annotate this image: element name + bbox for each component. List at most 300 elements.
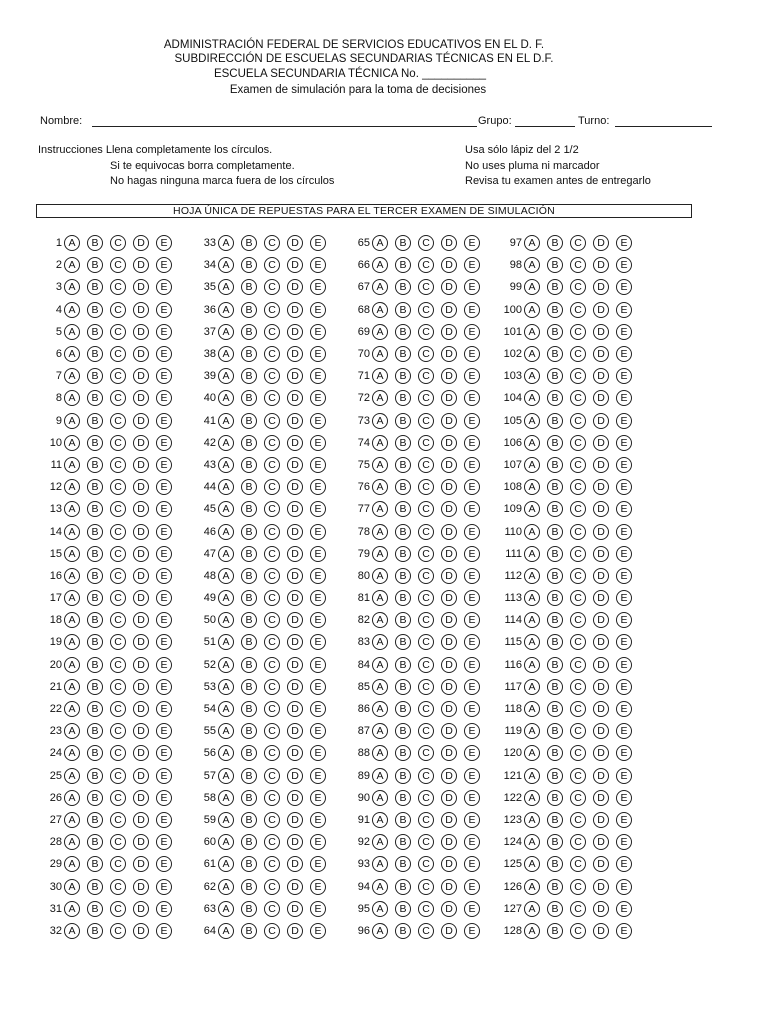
answer-bubble-e[interactable]: E xyxy=(156,302,172,318)
answer-bubble-b[interactable]: B xyxy=(241,235,257,251)
answer-bubble-a[interactable]: A xyxy=(64,612,80,628)
answer-bubble-d[interactable]: D xyxy=(593,634,609,650)
answer-bubble-b[interactable]: B xyxy=(547,368,563,384)
answer-bubble-b[interactable]: B xyxy=(241,546,257,562)
answer-bubble-a[interactable]: A xyxy=(64,634,80,650)
answer-bubble-d[interactable]: D xyxy=(593,302,609,318)
answer-bubble-d[interactable]: D xyxy=(287,879,303,895)
answer-bubble-e[interactable]: E xyxy=(616,834,632,850)
answer-bubble-e[interactable]: E xyxy=(310,879,326,895)
answer-bubble-a[interactable]: A xyxy=(372,834,388,850)
answer-bubble-d[interactable]: D xyxy=(441,435,457,451)
answer-bubble-b[interactable]: B xyxy=(241,634,257,650)
answer-bubble-a[interactable]: A xyxy=(218,257,234,273)
answer-bubble-b[interactable]: B xyxy=(395,302,411,318)
answer-bubble-c[interactable]: C xyxy=(110,701,126,717)
answer-bubble-e[interactable]: E xyxy=(310,435,326,451)
answer-bubble-b[interactable]: B xyxy=(241,302,257,318)
answer-bubble-c[interactable]: C xyxy=(570,346,586,362)
answer-bubble-c[interactable]: C xyxy=(110,657,126,673)
answer-bubble-d[interactable]: D xyxy=(287,524,303,540)
answer-bubble-e[interactable]: E xyxy=(616,856,632,872)
answer-bubble-c[interactable]: C xyxy=(110,745,126,761)
answer-bubble-c[interactable]: C xyxy=(418,257,434,273)
answer-bubble-a[interactable]: A xyxy=(64,901,80,917)
answer-bubble-a[interactable]: A xyxy=(218,790,234,806)
answer-bubble-a[interactable]: A xyxy=(218,479,234,495)
answer-bubble-e[interactable]: E xyxy=(616,279,632,295)
answer-bubble-b[interactable]: B xyxy=(241,368,257,384)
answer-bubble-a[interactable]: A xyxy=(64,413,80,429)
answer-bubble-d[interactable]: D xyxy=(287,568,303,584)
answer-bubble-e[interactable]: E xyxy=(464,568,480,584)
answer-bubble-e[interactable]: E xyxy=(464,324,480,340)
answer-bubble-d[interactable]: D xyxy=(133,546,149,562)
answer-bubble-c[interactable]: C xyxy=(570,390,586,406)
answer-bubble-c[interactable]: C xyxy=(264,368,280,384)
answer-bubble-c[interactable]: C xyxy=(110,790,126,806)
answer-bubble-c[interactable]: C xyxy=(418,413,434,429)
answer-bubble-e[interactable]: E xyxy=(464,923,480,939)
answer-bubble-c[interactable]: C xyxy=(418,768,434,784)
answer-bubble-d[interactable]: D xyxy=(593,901,609,917)
answer-bubble-b[interactable]: B xyxy=(241,257,257,273)
answer-bubble-c[interactable]: C xyxy=(264,856,280,872)
answer-bubble-c[interactable]: C xyxy=(110,302,126,318)
answer-bubble-d[interactable]: D xyxy=(441,790,457,806)
answer-bubble-a[interactable]: A xyxy=(524,723,540,739)
answer-bubble-e[interactable]: E xyxy=(464,768,480,784)
answer-bubble-c[interactable]: C xyxy=(110,812,126,828)
answer-bubble-c[interactable]: C xyxy=(418,302,434,318)
answer-bubble-b[interactable]: B xyxy=(87,435,103,451)
answer-bubble-b[interactable]: B xyxy=(547,568,563,584)
answer-bubble-d[interactable]: D xyxy=(441,768,457,784)
answer-bubble-d[interactable]: D xyxy=(593,745,609,761)
answer-bubble-c[interactable]: C xyxy=(264,546,280,562)
answer-bubble-a[interactable]: A xyxy=(524,479,540,495)
answer-bubble-b[interactable]: B xyxy=(395,368,411,384)
answer-bubble-e[interactable]: E xyxy=(310,501,326,517)
answer-bubble-e[interactable]: E xyxy=(156,435,172,451)
answer-bubble-a[interactable]: A xyxy=(218,901,234,917)
answer-bubble-e[interactable]: E xyxy=(156,679,172,695)
answer-bubble-e[interactable]: E xyxy=(464,723,480,739)
answer-bubble-e[interactable]: E xyxy=(156,856,172,872)
answer-bubble-d[interactable]: D xyxy=(441,856,457,872)
answer-bubble-d[interactable]: D xyxy=(593,834,609,850)
answer-bubble-a[interactable]: A xyxy=(218,768,234,784)
answer-bubble-e[interactable]: E xyxy=(310,279,326,295)
answer-bubble-e[interactable]: E xyxy=(464,479,480,495)
answer-bubble-b[interactable]: B xyxy=(547,346,563,362)
answer-bubble-e[interactable]: E xyxy=(156,324,172,340)
answer-bubble-e[interactable]: E xyxy=(464,524,480,540)
answer-bubble-b[interactable]: B xyxy=(395,723,411,739)
answer-bubble-c[interactable]: C xyxy=(264,768,280,784)
answer-bubble-d[interactable]: D xyxy=(441,701,457,717)
answer-bubble-a[interactable]: A xyxy=(372,612,388,628)
answer-bubble-d[interactable]: D xyxy=(593,657,609,673)
answer-bubble-d[interactable]: D xyxy=(133,901,149,917)
answer-bubble-a[interactable]: A xyxy=(524,879,540,895)
answer-bubble-d[interactable]: D xyxy=(441,723,457,739)
answer-bubble-a[interactable]: A xyxy=(372,812,388,828)
answer-bubble-d[interactable]: D xyxy=(441,413,457,429)
answer-bubble-e[interactable]: E xyxy=(156,235,172,251)
answer-bubble-e[interactable]: E xyxy=(464,879,480,895)
answer-bubble-c[interactable]: C xyxy=(110,235,126,251)
answer-bubble-e[interactable]: E xyxy=(156,612,172,628)
answer-bubble-c[interactable]: C xyxy=(570,524,586,540)
answer-bubble-a[interactable]: A xyxy=(372,723,388,739)
answer-bubble-d[interactable]: D xyxy=(441,390,457,406)
answer-bubble-a[interactable]: A xyxy=(372,701,388,717)
answer-bubble-e[interactable]: E xyxy=(616,790,632,806)
answer-bubble-d[interactable]: D xyxy=(593,257,609,273)
answer-bubble-c[interactable]: C xyxy=(418,679,434,695)
answer-bubble-d[interactable]: D xyxy=(133,612,149,628)
answer-bubble-a[interactable]: A xyxy=(372,568,388,584)
answer-bubble-a[interactable]: A xyxy=(524,923,540,939)
answer-bubble-e[interactable]: E xyxy=(156,346,172,362)
answer-bubble-d[interactable]: D xyxy=(133,435,149,451)
answer-bubble-b[interactable]: B xyxy=(241,679,257,695)
answer-bubble-b[interactable]: B xyxy=(547,856,563,872)
answer-bubble-a[interactable]: A xyxy=(372,923,388,939)
answer-bubble-d[interactable]: D xyxy=(441,657,457,673)
answer-bubble-e[interactable]: E xyxy=(156,901,172,917)
answer-bubble-e[interactable]: E xyxy=(464,257,480,273)
answer-bubble-e[interactable]: E xyxy=(464,390,480,406)
answer-bubble-a[interactable]: A xyxy=(64,279,80,295)
answer-bubble-d[interactable]: D xyxy=(133,368,149,384)
answer-bubble-b[interactable]: B xyxy=(241,901,257,917)
answer-bubble-d[interactable]: D xyxy=(593,590,609,606)
answer-bubble-d[interactable]: D xyxy=(593,435,609,451)
answer-bubble-a[interactable]: A xyxy=(524,856,540,872)
answer-bubble-e[interactable]: E xyxy=(156,390,172,406)
answer-bubble-e[interactable]: E xyxy=(310,901,326,917)
answer-bubble-a[interactable]: A xyxy=(524,812,540,828)
answer-bubble-c[interactable]: C xyxy=(264,790,280,806)
answer-bubble-c[interactable]: C xyxy=(110,457,126,473)
answer-bubble-e[interactable]: E xyxy=(616,590,632,606)
answer-bubble-c[interactable]: C xyxy=(570,923,586,939)
answer-bubble-b[interactable]: B xyxy=(241,524,257,540)
answer-bubble-b[interactable]: B xyxy=(395,768,411,784)
answer-bubble-d[interactable]: D xyxy=(287,279,303,295)
answer-bubble-c[interactable]: C xyxy=(570,235,586,251)
answer-bubble-d[interactable]: D xyxy=(287,390,303,406)
answer-bubble-c[interactable]: C xyxy=(110,501,126,517)
answer-bubble-b[interactable]: B xyxy=(87,524,103,540)
answer-bubble-c[interactable]: C xyxy=(418,435,434,451)
answer-bubble-e[interactable]: E xyxy=(156,745,172,761)
answer-bubble-e[interactable]: E xyxy=(616,812,632,828)
answer-bubble-a[interactable]: A xyxy=(64,590,80,606)
answer-bubble-a[interactable]: A xyxy=(372,745,388,761)
answer-bubble-b[interactable]: B xyxy=(87,745,103,761)
answer-bubble-a[interactable]: A xyxy=(524,701,540,717)
answer-bubble-c[interactable]: C xyxy=(264,524,280,540)
answer-bubble-a[interactable]: A xyxy=(524,745,540,761)
answer-bubble-c[interactable]: C xyxy=(110,834,126,850)
answer-bubble-d[interactable]: D xyxy=(593,501,609,517)
answer-bubble-c[interactable]: C xyxy=(110,279,126,295)
answer-bubble-c[interactable]: C xyxy=(264,479,280,495)
answer-bubble-d[interactable]: D xyxy=(593,479,609,495)
answer-bubble-c[interactable]: C xyxy=(264,901,280,917)
answer-bubble-c[interactable]: C xyxy=(418,879,434,895)
answer-bubble-b[interactable]: B xyxy=(241,479,257,495)
answer-bubble-e[interactable]: E xyxy=(616,612,632,628)
answer-bubble-e[interactable]: E xyxy=(616,679,632,695)
answer-bubble-b[interactable]: B xyxy=(241,612,257,628)
answer-bubble-c[interactable]: C xyxy=(264,679,280,695)
answer-bubble-e[interactable]: E xyxy=(464,701,480,717)
answer-bubble-e[interactable]: E xyxy=(464,457,480,473)
answer-bubble-b[interactable]: B xyxy=(241,812,257,828)
answer-bubble-a[interactable]: A xyxy=(372,435,388,451)
answer-bubble-b[interactable]: B xyxy=(395,879,411,895)
answer-bubble-c[interactable]: C xyxy=(570,302,586,318)
answer-bubble-a[interactable]: A xyxy=(64,856,80,872)
answer-bubble-b[interactable]: B xyxy=(395,612,411,628)
answer-bubble-a[interactable]: A xyxy=(64,723,80,739)
answer-bubble-d[interactable]: D xyxy=(593,324,609,340)
answer-bubble-d[interactable]: D xyxy=(593,701,609,717)
answer-bubble-c[interactable]: C xyxy=(264,657,280,673)
answer-bubble-e[interactable]: E xyxy=(616,879,632,895)
answer-bubble-a[interactable]: A xyxy=(524,324,540,340)
answer-bubble-c[interactable]: C xyxy=(418,790,434,806)
answer-bubble-e[interactable]: E xyxy=(156,923,172,939)
answer-bubble-c[interactable]: C xyxy=(570,568,586,584)
answer-bubble-d[interactable]: D xyxy=(441,501,457,517)
answer-bubble-e[interactable]: E xyxy=(310,368,326,384)
answer-bubble-b[interactable]: B xyxy=(547,501,563,517)
answer-bubble-c[interactable]: C xyxy=(110,856,126,872)
answer-bubble-c[interactable]: C xyxy=(570,879,586,895)
answer-bubble-c[interactable]: C xyxy=(418,612,434,628)
answer-bubble-d[interactable]: D xyxy=(593,923,609,939)
answer-bubble-a[interactable]: A xyxy=(218,856,234,872)
answer-bubble-d[interactable]: D xyxy=(593,612,609,628)
answer-bubble-a[interactable]: A xyxy=(64,768,80,784)
answer-bubble-d[interactable]: D xyxy=(287,701,303,717)
answer-bubble-c[interactable]: C xyxy=(418,279,434,295)
answer-bubble-b[interactable]: B xyxy=(547,923,563,939)
answer-bubble-c[interactable]: C xyxy=(418,501,434,517)
answer-bubble-a[interactable]: A xyxy=(524,790,540,806)
answer-bubble-a[interactable]: A xyxy=(64,457,80,473)
answer-bubble-d[interactable]: D xyxy=(441,834,457,850)
answer-bubble-d[interactable]: D xyxy=(287,923,303,939)
answer-bubble-d[interactable]: D xyxy=(287,657,303,673)
answer-bubble-b[interactable]: B xyxy=(395,901,411,917)
answer-bubble-d[interactable]: D xyxy=(287,368,303,384)
answer-bubble-e[interactable]: E xyxy=(616,368,632,384)
answer-bubble-c[interactable]: C xyxy=(264,346,280,362)
answer-bubble-e[interactable]: E xyxy=(464,546,480,562)
answer-bubble-d[interactable]: D xyxy=(593,568,609,584)
answer-bubble-b[interactable]: B xyxy=(241,413,257,429)
answer-bubble-b[interactable]: B xyxy=(395,812,411,828)
answer-bubble-a[interactable]: A xyxy=(218,235,234,251)
answer-bubble-b[interactable]: B xyxy=(241,324,257,340)
answer-bubble-b[interactable]: B xyxy=(87,324,103,340)
answer-bubble-b[interactable]: B xyxy=(87,457,103,473)
answer-bubble-d[interactable]: D xyxy=(133,413,149,429)
answer-bubble-c[interactable]: C xyxy=(418,324,434,340)
answer-bubble-d[interactable]: D xyxy=(133,346,149,362)
answer-bubble-e[interactable]: E xyxy=(616,701,632,717)
answer-bubble-b[interactable]: B xyxy=(547,546,563,562)
answer-bubble-e[interactable]: E xyxy=(464,834,480,850)
answer-bubble-a[interactable]: A xyxy=(64,879,80,895)
answer-bubble-e[interactable]: E xyxy=(156,368,172,384)
answer-bubble-b[interactable]: B xyxy=(395,546,411,562)
answer-bubble-c[interactable]: C xyxy=(418,546,434,562)
answer-bubble-c[interactable]: C xyxy=(570,479,586,495)
answer-bubble-d[interactable]: D xyxy=(593,790,609,806)
answer-bubble-d[interactable]: D xyxy=(441,879,457,895)
answer-bubble-b[interactable]: B xyxy=(241,768,257,784)
answer-bubble-b[interactable]: B xyxy=(87,257,103,273)
answer-bubble-b[interactable]: B xyxy=(547,413,563,429)
answer-bubble-a[interactable]: A xyxy=(64,501,80,517)
answer-bubble-e[interactable]: E xyxy=(616,302,632,318)
answer-bubble-d[interactable]: D xyxy=(287,812,303,828)
answer-bubble-d[interactable]: D xyxy=(133,479,149,495)
answer-bubble-d[interactable]: D xyxy=(593,679,609,695)
answer-bubble-c[interactable]: C xyxy=(418,568,434,584)
answer-bubble-a[interactable]: A xyxy=(524,768,540,784)
answer-bubble-a[interactable]: A xyxy=(524,546,540,562)
answer-bubble-a[interactable]: A xyxy=(218,590,234,606)
answer-bubble-e[interactable]: E xyxy=(310,701,326,717)
answer-bubble-e[interactable]: E xyxy=(464,812,480,828)
answer-bubble-d[interactable]: D xyxy=(441,590,457,606)
answer-bubble-b[interactable]: B xyxy=(547,435,563,451)
answer-bubble-a[interactable]: A xyxy=(372,346,388,362)
answer-bubble-b[interactable]: B xyxy=(87,479,103,495)
answer-bubble-b[interactable]: B xyxy=(87,302,103,318)
answer-bubble-c[interactable]: C xyxy=(418,923,434,939)
answer-bubble-d[interactable]: D xyxy=(133,568,149,584)
answer-bubble-e[interactable]: E xyxy=(616,413,632,429)
answer-bubble-d[interactable]: D xyxy=(593,413,609,429)
answer-bubble-b[interactable]: B xyxy=(87,368,103,384)
answer-bubble-d[interactable]: D xyxy=(287,413,303,429)
answer-bubble-a[interactable]: A xyxy=(372,879,388,895)
answer-bubble-b[interactable]: B xyxy=(87,879,103,895)
answer-bubble-e[interactable]: E xyxy=(156,279,172,295)
answer-bubble-c[interactable]: C xyxy=(418,235,434,251)
answer-bubble-a[interactable]: A xyxy=(64,524,80,540)
answer-bubble-d[interactable]: D xyxy=(593,235,609,251)
answer-bubble-b[interactable]: B xyxy=(241,501,257,517)
answer-bubble-c[interactable]: C xyxy=(570,790,586,806)
answer-bubble-d[interactable]: D xyxy=(133,834,149,850)
answer-bubble-b[interactable]: B xyxy=(241,879,257,895)
answer-bubble-c[interactable]: C xyxy=(110,413,126,429)
answer-bubble-d[interactable]: D xyxy=(133,701,149,717)
answer-bubble-b[interactable]: B xyxy=(547,634,563,650)
answer-bubble-e[interactable]: E xyxy=(310,723,326,739)
answer-bubble-d[interactable]: D xyxy=(133,257,149,273)
answer-bubble-a[interactable]: A xyxy=(218,546,234,562)
answer-bubble-c[interactable]: C xyxy=(418,457,434,473)
answer-bubble-c[interactable]: C xyxy=(418,346,434,362)
answer-bubble-d[interactable]: D xyxy=(133,745,149,761)
answer-bubble-e[interactable]: E xyxy=(464,657,480,673)
answer-bubble-a[interactable]: A xyxy=(524,413,540,429)
answer-bubble-e[interactable]: E xyxy=(464,856,480,872)
answer-bubble-d[interactable]: D xyxy=(441,257,457,273)
answer-bubble-e[interactable]: E xyxy=(616,435,632,451)
answer-bubble-a[interactable]: A xyxy=(372,856,388,872)
answer-bubble-e[interactable]: E xyxy=(310,235,326,251)
answer-bubble-d[interactable]: D xyxy=(133,501,149,517)
answer-bubble-d[interactable]: D xyxy=(133,657,149,673)
answer-bubble-c[interactable]: C xyxy=(264,612,280,628)
answer-bubble-d[interactable]: D xyxy=(441,546,457,562)
answer-bubble-d[interactable]: D xyxy=(593,346,609,362)
answer-bubble-a[interactable]: A xyxy=(372,479,388,495)
answer-bubble-e[interactable]: E xyxy=(156,634,172,650)
answer-bubble-d[interactable]: D xyxy=(133,723,149,739)
answer-bubble-e[interactable]: E xyxy=(310,834,326,850)
answer-bubble-a[interactable]: A xyxy=(218,524,234,540)
answer-bubble-d[interactable]: D xyxy=(133,679,149,695)
answer-bubble-b[interactable]: B xyxy=(241,834,257,850)
answer-bubble-d[interactable]: D xyxy=(133,279,149,295)
answer-bubble-b[interactable]: B xyxy=(395,657,411,673)
answer-bubble-b[interactable]: B xyxy=(87,657,103,673)
answer-bubble-a[interactable]: A xyxy=(372,768,388,784)
answer-bubble-d[interactable]: D xyxy=(441,524,457,540)
answer-bubble-a[interactable]: A xyxy=(218,413,234,429)
answer-bubble-e[interactable]: E xyxy=(616,723,632,739)
answer-bubble-a[interactable]: A xyxy=(218,457,234,473)
answer-bubble-e[interactable]: E xyxy=(616,524,632,540)
answer-bubble-b[interactable]: B xyxy=(395,257,411,273)
answer-bubble-d[interactable]: D xyxy=(133,879,149,895)
answer-bubble-c[interactable]: C xyxy=(570,745,586,761)
answer-bubble-d[interactable]: D xyxy=(593,546,609,562)
answer-bubble-a[interactable]: A xyxy=(372,790,388,806)
answer-bubble-c[interactable]: C xyxy=(110,346,126,362)
answer-bubble-b[interactable]: B xyxy=(395,634,411,650)
answer-bubble-e[interactable]: E xyxy=(156,568,172,584)
answer-bubble-d[interactable]: D xyxy=(441,812,457,828)
answer-bubble-a[interactable]: A xyxy=(524,612,540,628)
answer-bubble-c[interactable]: C xyxy=(264,257,280,273)
answer-bubble-e[interactable]: E xyxy=(464,790,480,806)
answer-bubble-c[interactable]: C xyxy=(570,435,586,451)
answer-bubble-b[interactable]: B xyxy=(395,346,411,362)
answer-bubble-e[interactable]: E xyxy=(464,612,480,628)
answer-bubble-b[interactable]: B xyxy=(87,790,103,806)
answer-bubble-c[interactable]: C xyxy=(264,723,280,739)
answer-bubble-d[interactable]: D xyxy=(441,612,457,628)
answer-bubble-d[interactable]: D xyxy=(133,634,149,650)
answer-bubble-c[interactable]: C xyxy=(110,524,126,540)
answer-bubble-d[interactable]: D xyxy=(441,634,457,650)
answer-bubble-a[interactable]: A xyxy=(64,324,80,340)
